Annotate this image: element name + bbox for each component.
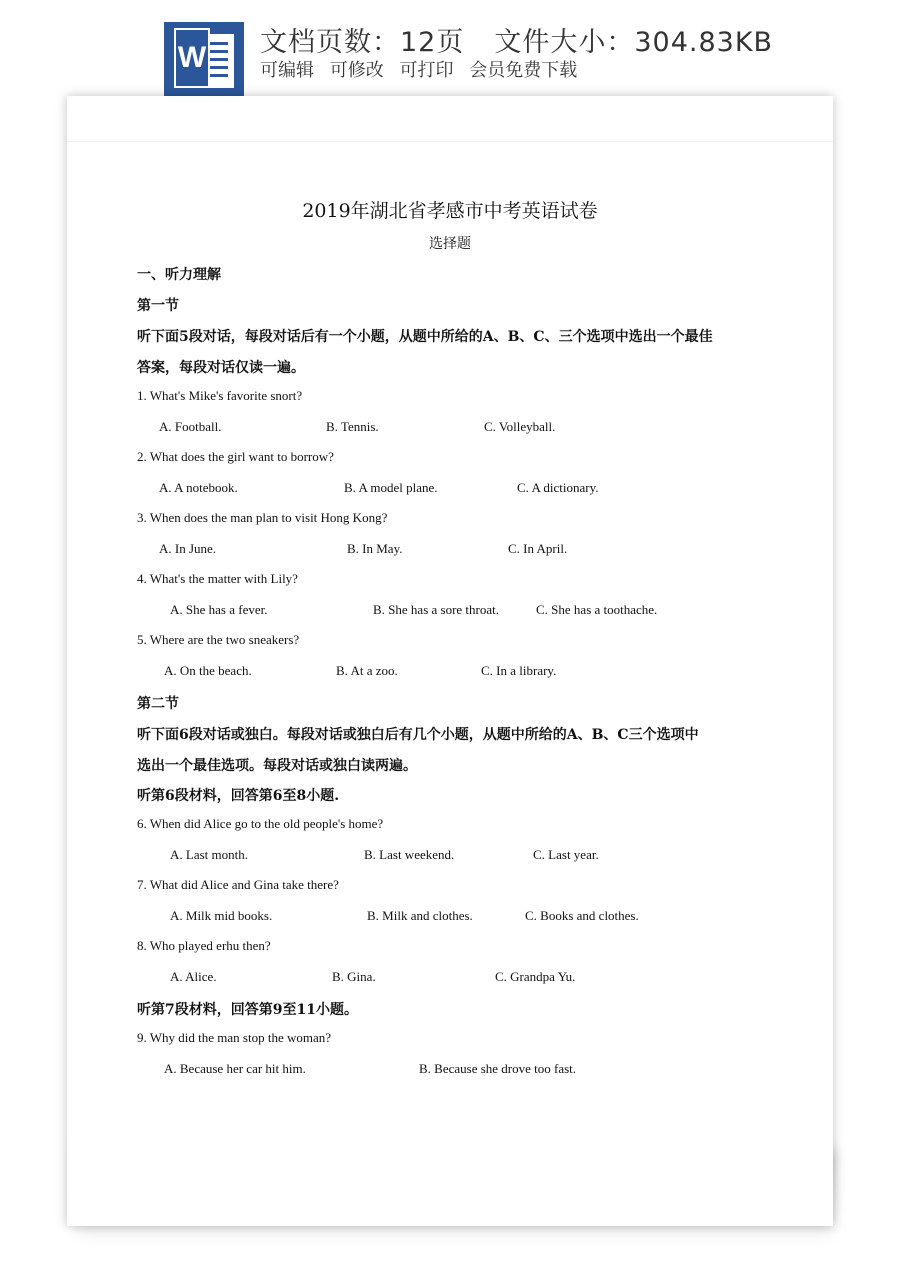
part1-heading: 一、听力理解 xyxy=(137,267,221,283)
q6-option-c: C. Last year. xyxy=(533,847,599,862)
q2-option-b: B. A model plane. xyxy=(344,480,438,495)
download-banner xyxy=(0,0,900,100)
section1-instructions-line2: 答案，每段对话仅读一遍。 xyxy=(137,360,305,376)
q8-option-a: A. Alice. xyxy=(170,969,217,984)
feature-list xyxy=(260,56,587,82)
q5-option-c: C. In a library. xyxy=(481,663,557,678)
q5-option-b: B. At a zoo. xyxy=(336,663,398,678)
question-3: 3. When does the man plan to visit Hong Kong? xyxy=(137,510,388,525)
section1-instructions-line1: 听下面5段对话，每段对话后有一个小题，从题中所给的A、B、C、三个选项中选出一个最佳 xyxy=(137,329,713,345)
q3-option-b: B. In May. xyxy=(347,541,403,556)
material-7-heading: 听第7段材料，回答第9至11小题。 xyxy=(137,1002,358,1018)
q2-option-a: A. A notebook. xyxy=(159,480,238,495)
q8-option-b: B. Gina. xyxy=(332,969,376,984)
q6-option-b: B. Last weekend. xyxy=(364,847,455,862)
question-4: 4. What's the matter with Lily? xyxy=(137,571,298,586)
page-top-strip xyxy=(67,96,833,142)
q2-option-c: C. A dictionary. xyxy=(517,480,599,495)
question-7: 7. What did Alice and Gina take there? xyxy=(137,877,339,892)
q7-option-a: A. Milk mid books. xyxy=(170,908,273,923)
feature-modifiable: 可修改 xyxy=(329,60,384,81)
q9-option-b: B. Because she drove too fast. xyxy=(419,1061,577,1076)
section1-heading: 第一节 xyxy=(137,298,179,314)
page-count: 文档页数：12页 xyxy=(260,27,465,58)
question-2: 2. What does the girl want to borrow? xyxy=(137,449,334,464)
word-document-icon xyxy=(164,22,244,96)
feature-editable: 可编辑 xyxy=(260,60,314,81)
word-icon-letter: W xyxy=(174,28,210,88)
q7-option-c: C. Books and clothes. xyxy=(525,908,639,923)
file-size: 文件大小：304.83KB xyxy=(494,27,774,58)
q8-option-c: C. Grandpa Yu. xyxy=(495,969,576,984)
section2-heading: 第二节 xyxy=(137,696,179,712)
q1-option-c: C. Volleyball. xyxy=(484,419,556,434)
q6-option-a: A. Last month. xyxy=(170,847,248,862)
feature-member-download: 会员免费下载 xyxy=(469,60,578,81)
exam-title: 2019年湖北省孝感市中考英语试卷 xyxy=(302,200,598,222)
feature-printable: 可打印 xyxy=(399,60,454,81)
question-1: 1. What's Mike's favorite snort? xyxy=(137,388,303,403)
q3-option-c: C. In April. xyxy=(508,541,568,556)
q4-option-c: C. She has a toothache. xyxy=(536,602,658,617)
q1-option-b: B. Tennis. xyxy=(326,419,379,434)
section2-instructions-line1: 听下面6段对话或独白。每段对话或独白后有几个小题，从题中所给的A、B、C三个选项中 xyxy=(137,727,699,743)
q9-option-a: A. Because her car hit him. xyxy=(164,1061,306,1076)
material-6-heading: 听第6段材料，回答第6至8小题. xyxy=(137,788,340,804)
document-page xyxy=(67,96,833,1226)
exam-subtitle: 选择题 xyxy=(429,236,471,252)
question-9: 9. Why did the man stop the woman? xyxy=(137,1030,332,1045)
question-8: 8. Who played erhu then? xyxy=(137,938,271,953)
doc-info xyxy=(260,20,773,59)
section2-instructions-line2: 选出一个最佳选项。每段对话或独白读两遍。 xyxy=(137,758,417,774)
question-5: 5. Where are the two sneakers? xyxy=(137,632,300,647)
q7-option-b: B. Milk and clothes. xyxy=(367,908,473,923)
q4-option-a: A. She has a fever. xyxy=(170,602,268,617)
q1-option-a: A. Football. xyxy=(159,419,222,434)
q5-option-a: A. On the beach. xyxy=(164,663,252,678)
q3-option-a: A. In June. xyxy=(159,541,217,556)
q4-option-b: B. She has a sore throat. xyxy=(373,602,500,617)
question-6: 6. When did Alice go to the old people's home? xyxy=(137,816,384,831)
